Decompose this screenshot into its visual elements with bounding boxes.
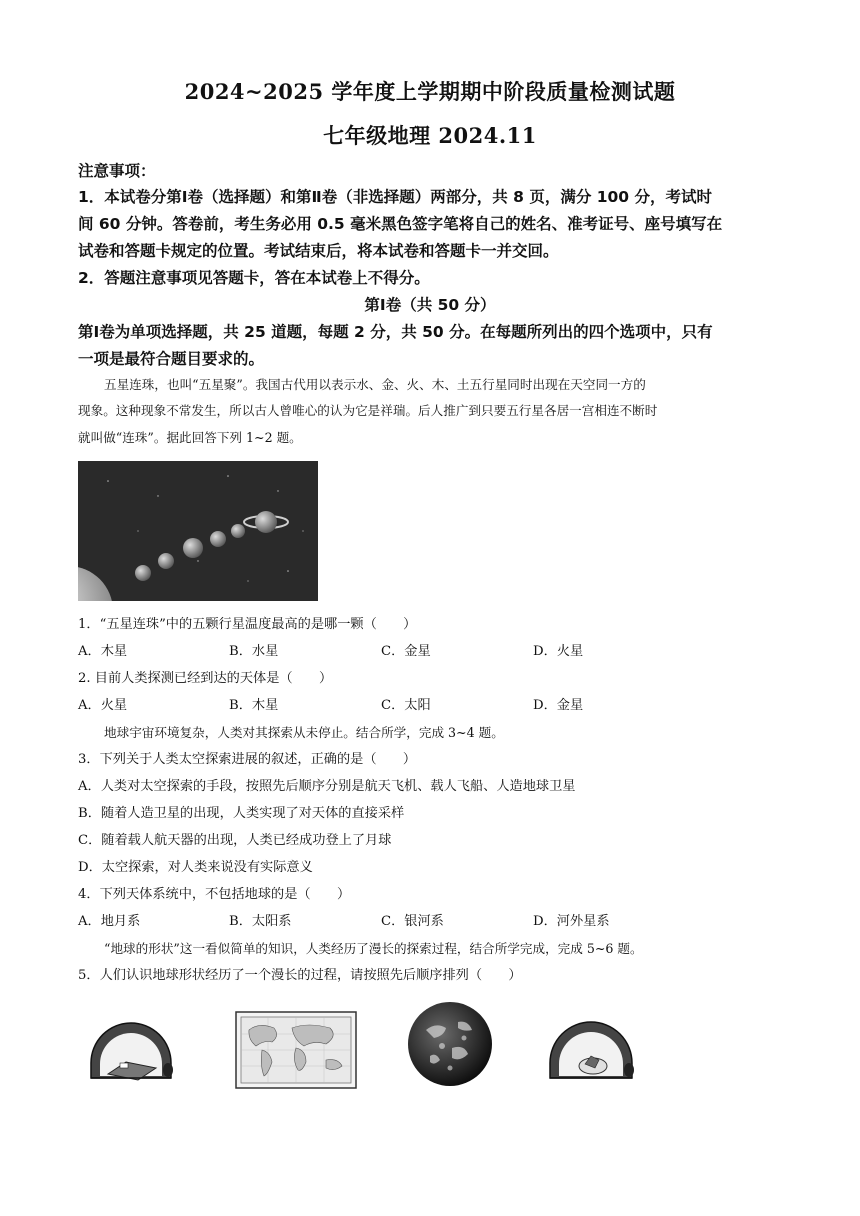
notice-heading: 注意事项： bbox=[78, 162, 156, 180]
dome-model-image-1 bbox=[86, 1008, 176, 1088]
q1-stem: 1．“五星连珠”中的五颗行星温度最高的是哪一颗（ ） bbox=[78, 617, 417, 632]
q2-stem: 2. 目前人类探测已经到达的天体是（ ） bbox=[78, 671, 333, 686]
notice-line-1: 1．本试卷分第Ⅰ卷（选择题）和第Ⅱ卷（非选择题）两部分，共 8 页，满分 100 分，考试时 bbox=[78, 188, 712, 206]
q3-option-c[interactable]: C．随着载人航天器的出现，人类已经成功登上了月球 bbox=[78, 833, 392, 848]
q2-option-c[interactable]: C．太阳 bbox=[381, 698, 431, 713]
world-map-image bbox=[234, 1010, 358, 1090]
q4-options bbox=[78, 911, 778, 933]
q4-option-d[interactable]: D．河外星系 bbox=[533, 914, 610, 929]
section-desc-2: 一项是最符合题目要求的。 bbox=[78, 350, 265, 368]
q4-stem: 4．下列天体系统中，不包括地球的是（ ） bbox=[78, 887, 351, 902]
passage-1-line-2: 现象。这种现象不常发生，所以古人曾唯心的认为它是祥瑞。后人推广到只要五行星各居一宫相连不断时 bbox=[78, 403, 658, 418]
q5-stem: 5．人们认识地球形状经历了一个漫长的过程，请按照先后顺序排列（ ） bbox=[78, 968, 522, 983]
exam-title: 2024~2025 学年度上学期期中阶段质量检测试题 bbox=[184, 79, 676, 104]
q2-option-d[interactable]: D．金星 bbox=[533, 698, 584, 713]
notice-line-3: 试卷和答题卡规定的位置。考试结束后，将本试卷和答题卡一并交回。 bbox=[78, 242, 559, 260]
q1-option-d[interactable]: D．火星 bbox=[533, 644, 584, 659]
planets-alignment-image bbox=[78, 461, 318, 601]
notice-line-2: 间 60 分钟。答卷前，考生务必用 0.5 毫米黑色签字笔将自己的姓名、准考证号、座号填写在 bbox=[78, 215, 723, 233]
q4-option-a[interactable]: A．地月系 bbox=[78, 914, 141, 929]
q3-stem: 3．下列关于人类太空探索进展的叙述，正确的是（ ） bbox=[78, 752, 417, 767]
section-title: 第Ⅰ卷（共 50 分） bbox=[364, 296, 496, 314]
dome-model-image-2 bbox=[545, 1008, 637, 1088]
earth-globe-image bbox=[406, 1000, 494, 1088]
passage-1-line-1: 五星连珠，也叫“五星聚”。我国古代用以表示水、金、火、木、土五行星同时出现在天空同一方的 bbox=[104, 377, 646, 392]
q1-option-b[interactable]: B．水星 bbox=[229, 644, 279, 659]
q3-option-b[interactable]: B．随着人造卫星的出现，人类实现了对天体的直接采样 bbox=[78, 806, 405, 821]
q1-option-a[interactable]: A．木星 bbox=[78, 644, 128, 659]
notice-line-4: 2．答题注意事项见答题卡，答在本试卷上不得分。 bbox=[78, 269, 430, 287]
section-desc-1: 第Ⅰ卷为单项选择题，共 25 道题，每题 2 分，共 50 分。在每题所列出的四个选项中，只有 bbox=[78, 323, 713, 341]
passage-1-line-3: 就叫做“连珠”。据此回答下列 1~2 题。 bbox=[78, 430, 302, 445]
passage-2: 地球宇宙环境复杂，人类对其探索从未停止。结合所学，完成 3~4 题。 bbox=[104, 725, 504, 740]
q4-option-c[interactable]: C．银河系 bbox=[381, 914, 444, 929]
q2-option-a[interactable]: A．火星 bbox=[78, 698, 128, 713]
q2-option-b[interactable]: B．木星 bbox=[229, 698, 279, 713]
q4-option-b[interactable]: B．太阳系 bbox=[229, 914, 292, 929]
q1-options bbox=[78, 641, 778, 663]
q1-option-c[interactable]: C．金星 bbox=[381, 644, 431, 659]
exam-subtitle: 七年级地理 2024.11 bbox=[323, 123, 537, 148]
passage-3: “地球的形状”这一看似简单的知识，人类经历了漫长的探索过程，结合所学完成，完成 5~6 题。 bbox=[104, 941, 643, 956]
q3-option-a[interactable]: A．人类对太空探索的手段，按照先后顺序分别是航天飞机、载人飞船、人造地球卫星 bbox=[78, 779, 576, 794]
q2-options bbox=[78, 695, 778, 717]
q3-option-d[interactable]: D．太空探索，对人类来说没有实际意义 bbox=[78, 860, 313, 875]
